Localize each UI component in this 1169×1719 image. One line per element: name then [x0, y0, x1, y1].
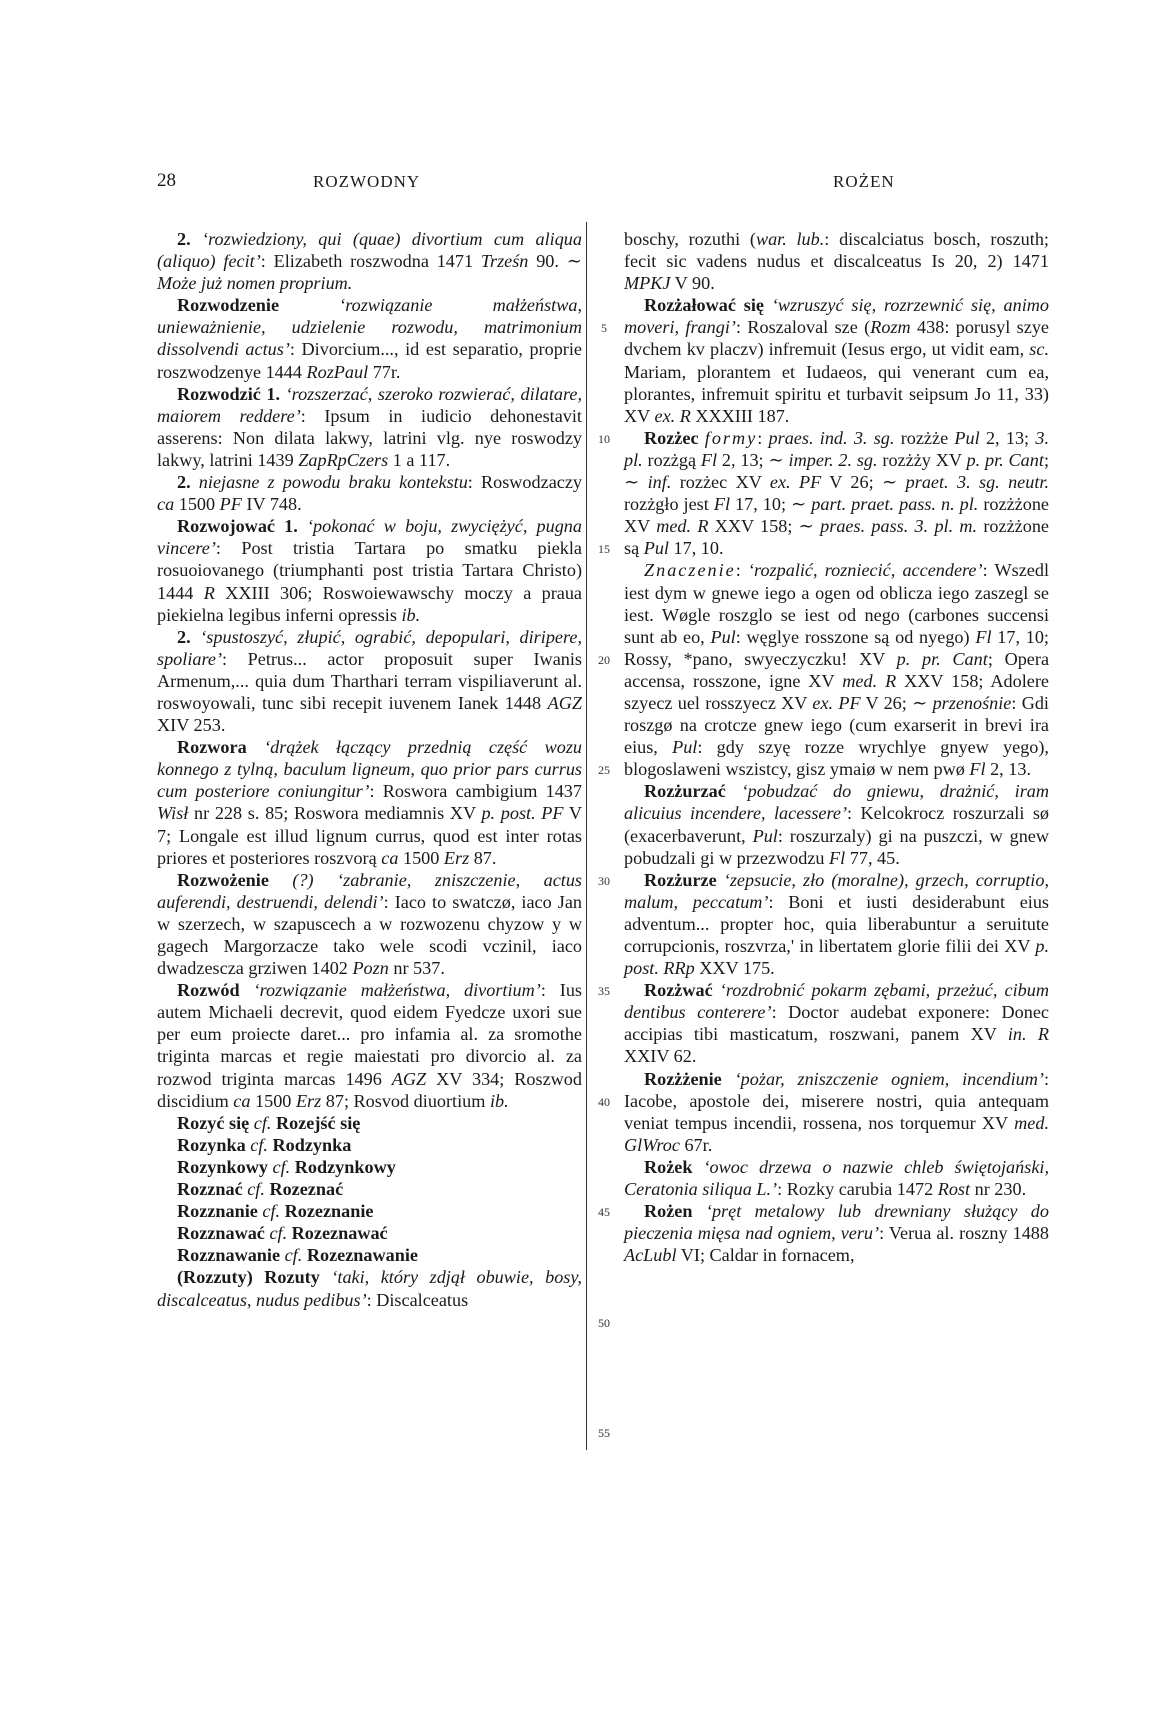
entry-text: MPKJ — [624, 273, 671, 294]
entry-text: 1500 — [250, 1090, 296, 1111]
entry-text: p. pr. Cant — [896, 648, 988, 669]
entry-text: med. R — [656, 516, 709, 537]
entry-text: ca — [381, 847, 399, 868]
entry-text: Rozżżenie — [644, 1068, 735, 1089]
entry-text: 17, 10; Rossy, *pano, swyeczyczku! XV — [624, 626, 1049, 669]
entry-text: nr 230. — [970, 1179, 1027, 1200]
entry-text: 1 a 117. — [388, 449, 451, 470]
entry-text: ‘rozszerzać, szeroko rozwierać, dilatare, maiorem reddere’ — [157, 383, 582, 426]
entry-text: Rozeznanie — [280, 1201, 374, 1222]
entry-text: ZapRpCzers — [298, 449, 389, 470]
dictionary-entry — [157, 979, 582, 1112]
dictionary-entry — [624, 780, 1049, 868]
entry-text: XXXIII 187. — [690, 405, 790, 426]
entry-text: Pul — [752, 825, 778, 846]
entry-text: : Iaco to swatczø, iaco Jan w szerzech, w szapuscech a w rozwozenu chyzow y w gagech Margorzacze tako wele scodi vczinil, iaco dwadzescza grziwen 1402 — [157, 891, 582, 979]
entry-text: med. R — [842, 670, 897, 691]
dictionary-entry — [157, 1244, 582, 1266]
entry-text: formy — [704, 427, 758, 448]
entry-text: : Gdi roszgø na crotcze gnew iego (cum exarserit in brevi ira eius, — [624, 692, 1049, 758]
entry-text: ‘pożar, zniszczenie ogniem, incendium’ — [734, 1068, 1044, 1089]
dictionary-entry — [624, 1156, 1049, 1200]
entry-text: ‘rozpalić, rozniecić, accendere’ — [748, 560, 983, 581]
entry-text: (Rozzuty) Rozuty — [177, 1267, 332, 1288]
entry-text: IV 748. — [241, 494, 302, 515]
entry-text: ‘wzruszyć się, rozrzewnić się, animo moveri, frangi’ — [624, 295, 1049, 338]
entry-text: : węglye rosszone są od nyego) — [735, 626, 976, 647]
entry-text: Rozżec — [644, 427, 705, 448]
entry-text: ‘zepsucie, zło (moralne), grzech, corruptio, malum, peccatum’ — [624, 869, 1049, 912]
entry-text: 2. — [177, 626, 201, 647]
entry-text: Fl — [829, 847, 846, 868]
entry-text: Pul — [672, 737, 698, 758]
entry-text: XV 334; Roszwod discidium — [157, 1068, 582, 1111]
entry-text: ‘pobudzać do gniewu, drażnić, iram alicuius incendere, lacessere’ — [624, 781, 1049, 824]
entry-text: nr 537. — [388, 958, 445, 979]
entry-text: 77r. — [368, 361, 401, 382]
entry-text: Rozżurze — [644, 869, 724, 890]
entry-text: med. GlWroc — [624, 1112, 1049, 1155]
entry-text: Rodzynka — [267, 1134, 352, 1155]
column-rule — [586, 222, 587, 1450]
entry-text: sc. — [1029, 339, 1049, 360]
entry-text: 438: porusyl szye dvchem kv placzv) infremuit (Iesus ergo, ut vidit eam, — [624, 317, 1049, 360]
entry-text: Rożek — [644, 1156, 704, 1177]
entry-text: 1500 — [174, 494, 220, 515]
dictionary-entry — [157, 1134, 582, 1156]
entry-text: RozPaul — [306, 361, 369, 382]
entry-text: ca — [233, 1090, 251, 1111]
entry-text: Pozn — [352, 958, 389, 979]
entry-text: : gdy szyę rozze wrychlye gnyew yego), blogoslaweni wszistcy, gisz ymaiø w nem pwø — [624, 737, 1049, 780]
entry-text: rozżżone są — [624, 516, 1050, 559]
dictionary-entry — [624, 869, 1049, 979]
entry-text: Rost — [937, 1179, 971, 1200]
entry-text: ib. — [489, 1090, 509, 1111]
entry-text: ; ∼ — [624, 449, 1049, 493]
line-number: 50 — [598, 1315, 610, 1330]
entry-text: ‘rozwiązanie małżeństwa, unieważnienie, udzielenie rozwodu, matrimonium dissolvendi actus’ — [157, 295, 583, 360]
entry-text: : Verua al. roszny 1488 — [879, 1223, 1049, 1244]
entry-text: XXIII 306; Roswoiewawschy moczy a praua piekielna legibus inferni opressis — [157, 582, 582, 625]
entry-text: V 90. — [670, 273, 715, 294]
entry-text: : Ius autem Michaeli decrevit, quod eidem Fyedcze uxori sue per eum proiecte daret... pro infamia al. za sromothe triginta marcas et regie maiestati pro divorcio al. za rozwod triginta marcas 1496 — [157, 980, 582, 1089]
entry-text: Erz — [443, 847, 470, 868]
entry-text: : — [757, 427, 769, 448]
entry-text: : Ipsum in iudicio dehonestavit asserens: Non dilata lakwy, latrini vlg. nye roswodzy lakwy, latrini 1439 — [157, 405, 582, 470]
entry-text: AGZ — [391, 1068, 427, 1089]
line-number: 40 — [598, 1094, 610, 1109]
right-column — [624, 228, 1049, 1266]
running-header-right: ROŻEN — [833, 172, 895, 191]
entry-text: ‘pokonać w boju, zwyciężyć, pugna vincere’ — [157, 516, 582, 559]
line-number: 45 — [598, 1205, 610, 1220]
entry-text: Rozżurzać — [644, 781, 742, 802]
entry-text: cf. — [262, 1201, 281, 1222]
dictionary-entry — [624, 1068, 1049, 1156]
entry-text: war. lub. — [755, 229, 825, 249]
entry-text: Rozżałować się — [644, 295, 772, 316]
line-number: 25 — [598, 763, 610, 778]
entry-text: 2, 13; ∼ — [717, 449, 789, 470]
entry-text: inf. — [647, 472, 672, 493]
entry-text: : Roswora cambigium 1437 — [369, 781, 582, 802]
entry-text: Rozwojować 1. — [177, 516, 307, 537]
entry-text: Rozejść się — [271, 1112, 361, 1133]
entry-text: cf. — [269, 1223, 288, 1244]
entry-text: ex. R — [654, 405, 691, 426]
dictionary-entry — [157, 1266, 582, 1310]
entry-text: 17, 10; ∼ — [730, 494, 812, 515]
entry-text: imper. 2. sg. — [788, 449, 878, 470]
entry-text: : Iacobe, apostole dei, miserere nostri, quia antequam veniat tempus incendii, rossena, nos torquemur XV — [624, 1068, 1049, 1133]
entry-text: Rozznawać — [177, 1223, 270, 1244]
dictionary-entry — [157, 471, 582, 515]
entry-text: ‘rozwiedziony, qui (quae) divortium cum aliqua (aliquo) fecit’ — [157, 229, 582, 272]
line-number: 35 — [598, 984, 610, 999]
entry-text: cf. — [247, 1179, 265, 1200]
entry-text: praet. 3. sg. neutr. — [905, 472, 1049, 493]
entry-text: Pul — [643, 538, 669, 559]
entry-text: cf. — [272, 1156, 291, 1177]
entry-text: praes. ind. 3. sg. — [768, 427, 895, 448]
dictionary-entry — [157, 869, 582, 979]
entry-text: Fl — [969, 759, 986, 780]
entry-text: Fl — [975, 626, 992, 647]
entry-text: 17, 10. — [668, 538, 724, 559]
entry-text: Rozwora — [177, 737, 265, 758]
line-number: 10 — [598, 431, 610, 446]
entry-text: in. R — [1007, 1024, 1049, 1045]
entry-text: 2, 13; — [979, 427, 1036, 448]
entry-text: Rozeznawanie — [302, 1245, 418, 1266]
entry-text: praes. pass. 3. pl. m. — [820, 516, 978, 537]
entry-text: XXIV 62. — [624, 1046, 697, 1067]
entry-text: Rozm — [870, 317, 911, 338]
entry-text: Rozznać — [177, 1179, 248, 1200]
entry-text: ib. — [401, 604, 421, 625]
entry-text: p. post. RRp — [624, 936, 1049, 979]
line-number: 30 — [598, 873, 610, 888]
entry-text: Fl — [700, 449, 718, 470]
entry-text: ‘taki, który zdjął obuwie, bosy, discalceatus, nudus pedibus’ — [157, 1267, 582, 1310]
entry-text: (?) ‘zabranie, zniszczenie, actus auferendi, destruendi, delendi’ — [157, 869, 583, 912]
dictionary-entry — [157, 1178, 582, 1200]
entry-text: Fl — [713, 494, 730, 515]
line-number: 5 — [601, 321, 607, 336]
entry-text: XXV 158; ∼ — [708, 516, 821, 537]
entry-text: PF — [219, 494, 242, 515]
entry-text: ‘rozdrobnić pokarm zębami, przeżuć, cibum dentibus conterere’ — [624, 980, 1049, 1023]
running-header-left: ROZWODNY — [313, 172, 421, 191]
entry-text: XXV 158; Adolere szyecz uel rosszyecz XV — [624, 670, 1049, 713]
dictionary-entry — [624, 559, 1049, 780]
dictionary-entry — [157, 626, 582, 736]
entry-text: 87. — [469, 847, 497, 868]
entry-text: Znaczenie — [644, 560, 736, 581]
entry-text: ex. PF — [769, 472, 822, 493]
entry-text: Rozeznawać — [287, 1223, 388, 1244]
entry-text: : discalciatus bosch, roszuth; fecit sic vadens nudus et discalceatus Is 20, 2) 1471 — [624, 229, 1049, 272]
entry-text: Pul — [954, 427, 980, 448]
entry-text: Trześn — [480, 251, 529, 272]
dictionary-entry — [624, 979, 1049, 1067]
entry-text: 77, 45. — [845, 847, 900, 868]
entry-text: Rozznawanie — [177, 1245, 285, 1266]
entry-text: Rozeznać — [264, 1179, 344, 1200]
entry-text: Erz — [295, 1090, 322, 1111]
entry-text: Rozwód — [177, 980, 254, 1001]
dictionary-entry — [157, 1156, 582, 1178]
entry-text: p. post. PF — [481, 803, 564, 824]
entry-text: 87; Rosvod diuortium — [321, 1090, 490, 1111]
dictionary-entry — [624, 427, 1049, 560]
entry-text: przenośnie — [932, 692, 1012, 713]
entry-text: V 26; ∼ — [860, 692, 933, 713]
entry-text: cf. — [253, 1112, 272, 1133]
entry-text: 2. — [177, 229, 203, 249]
entry-text: Rożen — [644, 1201, 706, 1222]
dictionary-entry — [624, 294, 1049, 427]
entry-text: 2. — [177, 472, 199, 493]
entry-text: niejasne z powodu braku kontekstu — [198, 472, 468, 493]
entry-text: VI; Caldar in fornacem, — [676, 1245, 855, 1266]
dictionary-entry — [157, 1222, 582, 1244]
entry-text: : Petrus... actor proposuit super Iwanis Armenum,... quia dum Tharthari terram vispiliaverunt al. roswoyowali, tunc sibi recepit iuvenem Ianek 1448 — [157, 648, 582, 713]
entry-text: : Kelcokrocz roszurzali sø (exacerbaverunt, — [624, 803, 1049, 846]
entry-text: AcLubl — [624, 1245, 677, 1266]
entry-text: 2, 13. — [985, 759, 1031, 780]
entry-text: ‘drążek łączący przednią część wozu konnego z tylną, baculum ligneum, quo prior pars currus cum posteriore coniungitur’ — [157, 737, 582, 802]
entry-text: 3. pl. — [624, 427, 1049, 470]
page-number: 28 — [157, 170, 176, 191]
dictionary-entry — [157, 383, 582, 471]
entry-text: : Roszaloval sze ( — [735, 317, 871, 338]
entry-text: : Divorcium..., id est separatio, proprie roszwodzenye 1444 — [157, 339, 582, 382]
dictionary-entry — [157, 1200, 582, 1222]
dictionary-entry — [157, 1112, 582, 1134]
entry-text: : Roswodzaczy — [467, 472, 583, 493]
entry-text: XIV 253. — [157, 715, 226, 736]
entry-text: 67r. — [679, 1134, 713, 1155]
entry-text: Rozynka — [177, 1134, 251, 1155]
entry-text: ‘pręt metalowy lub drewniany służący do pieczenia mięsa nad ogniem, veru’ — [624, 1201, 1049, 1244]
line-number: 55 — [598, 1426, 610, 1441]
entry-text: R — [203, 582, 215, 603]
dictionary-entry — [624, 228, 1049, 294]
entry-text: rozżże — [894, 427, 955, 448]
entry-text: rozżży XV — [877, 449, 967, 470]
entry-text: ex. PF — [812, 692, 861, 713]
entry-text: Pul — [710, 626, 736, 647]
entry-text: ; Opera accensa, rosszone, igne XV — [624, 648, 1050, 691]
entry-text: : Elizabeth roszwodna 1471 — [260, 251, 481, 272]
entry-text: V 26; ∼ — [821, 472, 906, 493]
dictionary-entry — [157, 736, 582, 869]
entry-text: cf. — [284, 1245, 303, 1266]
entry-text: Rozwożenie — [177, 869, 293, 890]
entry-text: ‘owoc drzewa o nazwie chleb świętojański, Ceratonia siliqua L.’ — [624, 1156, 1049, 1200]
entry-text: Wisł — [157, 803, 189, 824]
entry-text: : Post tristia Tartara po smatku piekla rosuoiovanego (triumphanti post tristia Tartara Christo) 1444 — [157, 538, 582, 603]
entry-text: : roszurzaly) gi na puszczi, w gnew pobudzali gi w przezwodzu — [624, 825, 1049, 868]
dictionary-entry — [157, 515, 582, 625]
entry-text: part. praet. pass. n. pl. — [811, 494, 979, 515]
entry-text: Może już nomen proprium. — [157, 273, 353, 294]
dictionary-entry — [624, 1200, 1049, 1266]
line-number: 15 — [598, 542, 610, 557]
entry-text: nr 228 s. 85; Roswora mediamnis XV — [188, 803, 482, 824]
entry-text: Rozznanie — [177, 1201, 263, 1222]
entry-text: : — [735, 560, 748, 581]
entry-text: cf. — [250, 1134, 268, 1155]
entry-text: rozżec XV — [671, 472, 770, 493]
entry-text: : Boni et iusti desiderabunt eius adventum... propter hoc, quia liberabuntur a seruitute corrupcionis, roszvrza,' in libertatem glorie filii dei XV — [624, 891, 1049, 956]
entry-text: XXV 175. — [694, 958, 775, 979]
dictionary-entry — [157, 294, 582, 382]
entry-text: Rozżwać — [644, 980, 720, 1001]
entry-text: Rozwodzenie — [177, 295, 340, 316]
entry-text: Mariam, plorantem et Iudaeos, qui venerant cum ea, plorantes, infremuit spiritu et turbavit seipsum Jo 11, 33) XV — [624, 361, 1049, 426]
entry-text: boschy, rozuthi ( — [624, 229, 756, 249]
entry-text: : Discalceatus — [366, 1289, 469, 1310]
entry-text: Rozyć się — [177, 1112, 254, 1133]
entry-text: ‘spustoszyć, złupić, ograbić, depopulari, diripere, spoliare’ — [157, 626, 583, 669]
entry-text: AGZ — [547, 692, 582, 713]
entry-text: Rozynkowy — [177, 1156, 273, 1177]
entry-text: rozżgą — [642, 449, 701, 470]
entry-text: 1500 — [398, 847, 444, 868]
dictionary-entry — [157, 228, 582, 294]
entry-text: p. pr. Cant — [966, 449, 1044, 470]
left-column — [157, 228, 582, 1311]
entry-text: V 7; Longale est illud lignum currus, quod est inter rotas priores et posteriores roszvorą — [157, 803, 582, 868]
entry-text: Rozwodzić 1. — [177, 383, 286, 404]
entry-text: : Rozky carubia 1472 — [777, 1179, 938, 1200]
entry-text: Rodzynkowy — [290, 1156, 396, 1177]
entry-text: rozżgło jest — [624, 494, 714, 515]
entry-text: : Doctor audebat exponere: Donec accipias tibi masticatum, roszwani, panem XV — [624, 1002, 1049, 1045]
entry-text: rozżżone XV — [624, 494, 1050, 537]
line-number: 20 — [598, 652, 610, 667]
entry-text: ca — [157, 494, 175, 515]
entry-text: ‘rozwiązanie małżeństwa, divortium’ — [253, 980, 541, 1001]
entry-text: : Wszedl iest dym w gnewe iego a ogen od oblicza iego zaszegl se iest. Wøgle roszglo se iest od nego (carbones succensi sunt ab eo, — [624, 560, 1050, 647]
entry-text: 90. ∼ — [528, 251, 582, 272]
